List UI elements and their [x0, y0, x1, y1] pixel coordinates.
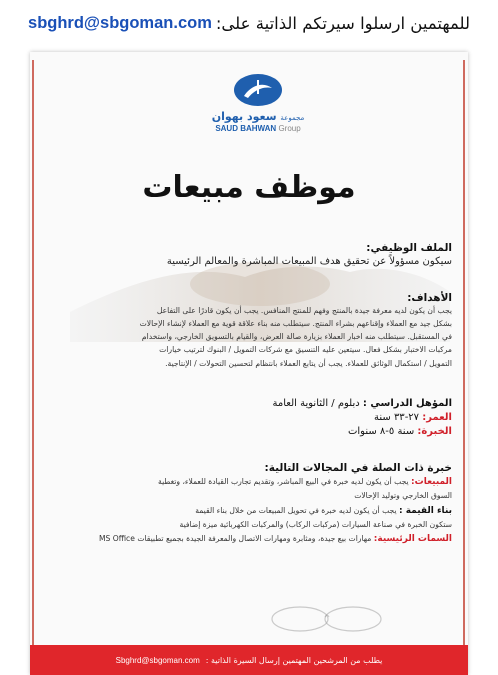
logo-arabic-name: سعود بهوان — [211, 110, 277, 123]
related-heading: خبرة ذات الصلة في المجالات التالية: — [264, 462, 452, 474]
value-building-label: بناء القيمة : — [398, 505, 452, 516]
goals-line: بشكل جيد مع العملاء وإقناعهم بشراء المنتج. سيتطلب منه بناء علاقة قوية مع العملاء لإنشاء الإحالات — [139, 319, 452, 329]
glasses-background-image — [265, 595, 385, 639]
top-banner-email[interactable]: sbghrd@sbgoman.com — [28, 13, 212, 32]
age-value: ٢٧-٣٣ سنة — [374, 412, 420, 423]
company-logo — [208, 74, 308, 164]
sales-label: المبيعات: — [411, 477, 452, 487]
related-experience-section — [48, 462, 452, 546]
logo-emblem-icon — [234, 74, 282, 106]
sales-text-continued: السوق الخارجي وتوليد الإحالات — [354, 491, 452, 501]
requirements-section — [48, 395, 452, 437]
goals-line: في المستقبل. سيتطلب منه اخبار العملاء بزيارة صالة العرض، والقيام بالتسويق الخارجي، واستخدام — [141, 332, 452, 342]
left-border-line — [32, 60, 34, 660]
logo-english-name: SAUD BAHWAN — [215, 124, 277, 133]
goals-line: مركبات الاختبار بشكل فعال. سيتعين عليه التنسيق مع شركات التمويل / البنوك لترتيب خيارات — [159, 345, 452, 355]
footer-banner — [30, 645, 468, 675]
experience-label: الخبرة: — [417, 426, 452, 437]
footer-text: يطلب من المرشحين المهتمين إرسال السيرة الذاتية : — [205, 655, 383, 665]
traits-text: مهارات بيع جيدة، ومثابرة ومهارات الاتصال والمعرفة الجيدة بجميع تطبيقات MS Office — [98, 534, 372, 544]
goals-line: التمويل / استكمال الوثائق للعملاء. يجب أن يتابع العملاء بانتظام لتحسين التحولات / الإنتاجية. — [165, 358, 452, 368]
goals-heading: الأهداف: — [407, 292, 452, 304]
sales-text: يجب أن يكون لديه خبرة في البيع المباشر، وتقديم تجارب القيادة للعملاء، وتغطية — [158, 477, 409, 486]
logo-arabic-prefix: مجموعة — [280, 114, 305, 122]
right-border-line — [463, 60, 465, 660]
profile-heading: الملف الوظيفي: — [366, 242, 452, 254]
qualification-value: دبلوم / الثانوية العامة — [272, 398, 360, 409]
qualification-label: المؤهل الدراسي : — [362, 398, 452, 409]
goals-line: يجب أن يكون لديه معرفة جيدة بالمنتج وفهم للمنتج المنافس. يجب أن يكون قادرًا على التفاعل — [156, 306, 452, 315]
profile-section — [48, 242, 452, 267]
top-banner-text: للمهتمين ارسلوا سيرتكم الذاتية على: — [215, 13, 470, 33]
footer-email[interactable]: Sbghrd@sbgoman.com — [115, 655, 200, 665]
traits-label: السمات الرئيسية: — [373, 534, 452, 545]
job-title: موظف مبيعات — [142, 170, 356, 205]
value-building-text: يجب أن يكون لديه خبرة في تحويل المبيعات من خلال بناء القيمة — [195, 505, 397, 515]
value-building-text-continued: ستكون الخبرة في صناعة السيارات (مركبات الركاب) والمركبات الكهربائية ميزة إضافية — [179, 519, 452, 529]
experience-value: سنة ٥-٨ سنوات — [347, 426, 415, 437]
goals-section — [48, 292, 452, 370]
logo-english-suffix: Group — [278, 124, 301, 133]
profile-text: سيكون مسؤولاً عن تحقيق هدف المبيعات المباشرة والمعالم الرئيسية — [166, 256, 452, 267]
age-label: العمر: — [422, 412, 452, 423]
job-poster — [30, 52, 468, 675]
top-banner — [0, 0, 498, 46]
